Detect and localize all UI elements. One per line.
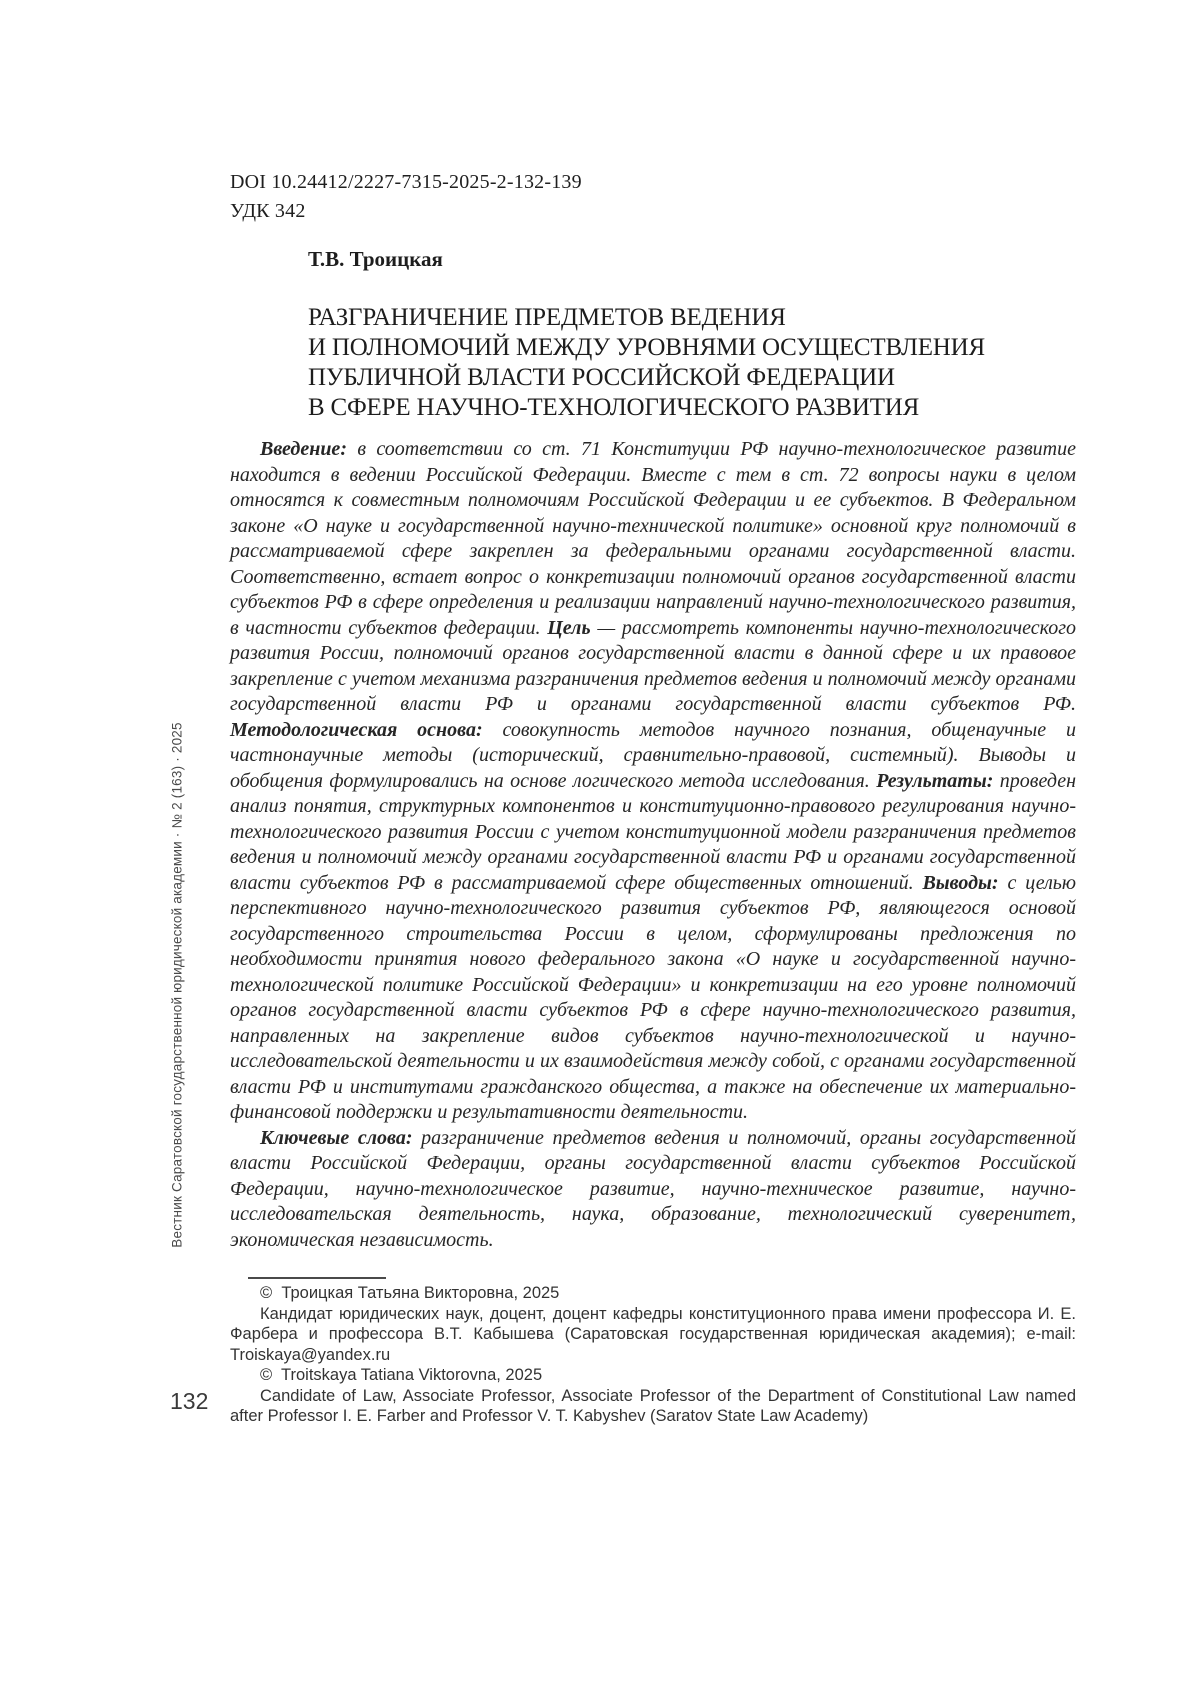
article-title [308, 303, 985, 423]
abstract-intro-text: в соответствии со ст. 71 Конституции РФ научно-технологическое развитие находится в ведении Российской Федерации. Вместе с тем в ст. 72 вопросы науки в целом относятся к совместным полномочиям Российской Федерации и ее субъектов. В Федеральном законе «О науке и государственной научно-технической политике» основной круг полномочий в рассматриваемой сфере закреплен за федеральными органами государственной власти. Соответственно, встает вопрос о конкретизации полномочий органов государственной власти субъектов РФ в сфере определения и реализации направлений научно-технологического развития, в частности субъектов федерации. [230, 438, 1076, 639]
author-name: Т.В. Троицкая [308, 247, 443, 271]
title-line: РАЗГРАНИЧЕНИЕ ПРЕДМЕТОВ ВЕДЕНИЯ [308, 304, 786, 331]
abstract-conclusions-text: с целью перспективного научно-технологического развития субъектов РФ, являющегося основой государственного строительства России в целом, сформулированы предложения по необходимости принятия нового федерального закона «О науке и государственной научно-технологической политике Российской Федерации» и конкретизации на его уровне полномочий органов государственной власти субъектов РФ в сфере научно-технологического развития, направленных на закрепление видов субъектов научно-технологической и научно-исследовательской деятельности и их взаимодействия между собой, с органами государственной власти РФ и институтами гражданского общества, а также на обеспечение их материально-финансовой поддержки и результативности деятельности. [230, 871, 1076, 1123]
abstract-results-text: проведен анализ понятия, структурных компонентов и конституционно-правового регулирования научно-технологического развития России с учетом конституционной модели разграничения предметов ведения и полномочий между органами государственной власти РФ и органами государственной власти субъектов РФ в рассматриваемой сфере общественных отношений. [230, 769, 1076, 894]
udk-line: УДК 342 [230, 200, 306, 222]
abstract-goal-label: Цель [547, 616, 591, 639]
doi-line: DOI 10.24412/2227-7315-2025-2-132-139 [230, 171, 582, 193]
author-bio-ru: Кандидат юридических наук, доцент, доцент кафедры конституционного права имени профессора И. Е. Фарбера и профессора В.Т. Кабышева (Саратовская государственная юридическая академия); e-mail: Troiskaya@yandex.ru [230, 1304, 1076, 1364]
abstract-conclusions-label: Выводы: [922, 871, 999, 894]
author-bio-en: Candidate of Law, Associate Professor, Associate Professor of the Department of Constitutional Law named after Professor I. E. Farber and Professor V. T. Kabyshev (Saratov State Law Academy) [230, 1386, 1076, 1425]
journal-edition-caption: Вестник Саратовской государственной юридической академии · № 2 (163) · 2025 [169, 722, 185, 1248]
copyright-line-ru: © Троицкая Татьяна Викторовна, 2025 [260, 1284, 560, 1302]
copyright-line-en: © Troitskaya Tatiana Viktorovna, 2025 [260, 1366, 543, 1384]
abstract-results-label: Результаты: [876, 769, 994, 792]
page-number: 132 [170, 1388, 209, 1414]
abstract-method-text: совокупность методов научного познания, общенаучные и частнонаучные методы (исторический, сравнительно-правовой, системный). Выводы и обобщения формулировались на основе логического метода исследования. [230, 718, 1076, 792]
keywords-text: разграничение предметов ведения и полномочий, органы государственной власти Российской Федерации, органы государственной власти субъектов Российской Федерации, научно-технологическое развитие, научно-техническое развитие, научно-исследовательская деятельность, наука, образование, технологический суверенитет, экономическая независимость. [230, 1126, 1077, 1251]
abstract-paragraph [230, 437, 1076, 1126]
title-line: В СФЕРЕ НАУЧНО-ТЕХНОЛОГИЧЕСКОГО РАЗВИТИЯ [308, 394, 920, 421]
abstract-intro-label: Введение: [260, 438, 347, 460]
title-line: ПУБЛИЧНОЙ ВЛАСТИ РОССИЙСКОЙ ФЕДЕРАЦИИ [308, 364, 895, 391]
footnote-divider [248, 1277, 386, 1279]
title-line: И ПОЛНОМОЧИЙ МЕЖДУ УРОВНЯМИ ОСУЩЕСТВЛЕНИЯ [308, 334, 985, 361]
abstract-method-label: Методологическая основа: [230, 718, 483, 741]
doi-udk-block [230, 168, 582, 226]
keywords-paragraph [230, 1126, 1076, 1254]
footnote-section [230, 1283, 1076, 1427]
keywords-label: Ключевые слова: [260, 1126, 413, 1149]
abstract-goal-text: — рассмотреть компоненты научно-технологического развития России, полномочий органов государственной власти в данной сфере и их правовое закрепление с учетом механизма разграничения предметов ведения и полномочий между органами государственной власти РФ и органами государственной власти субъектов РФ. [230, 616, 1076, 715]
abstract-section [230, 437, 1076, 1253]
